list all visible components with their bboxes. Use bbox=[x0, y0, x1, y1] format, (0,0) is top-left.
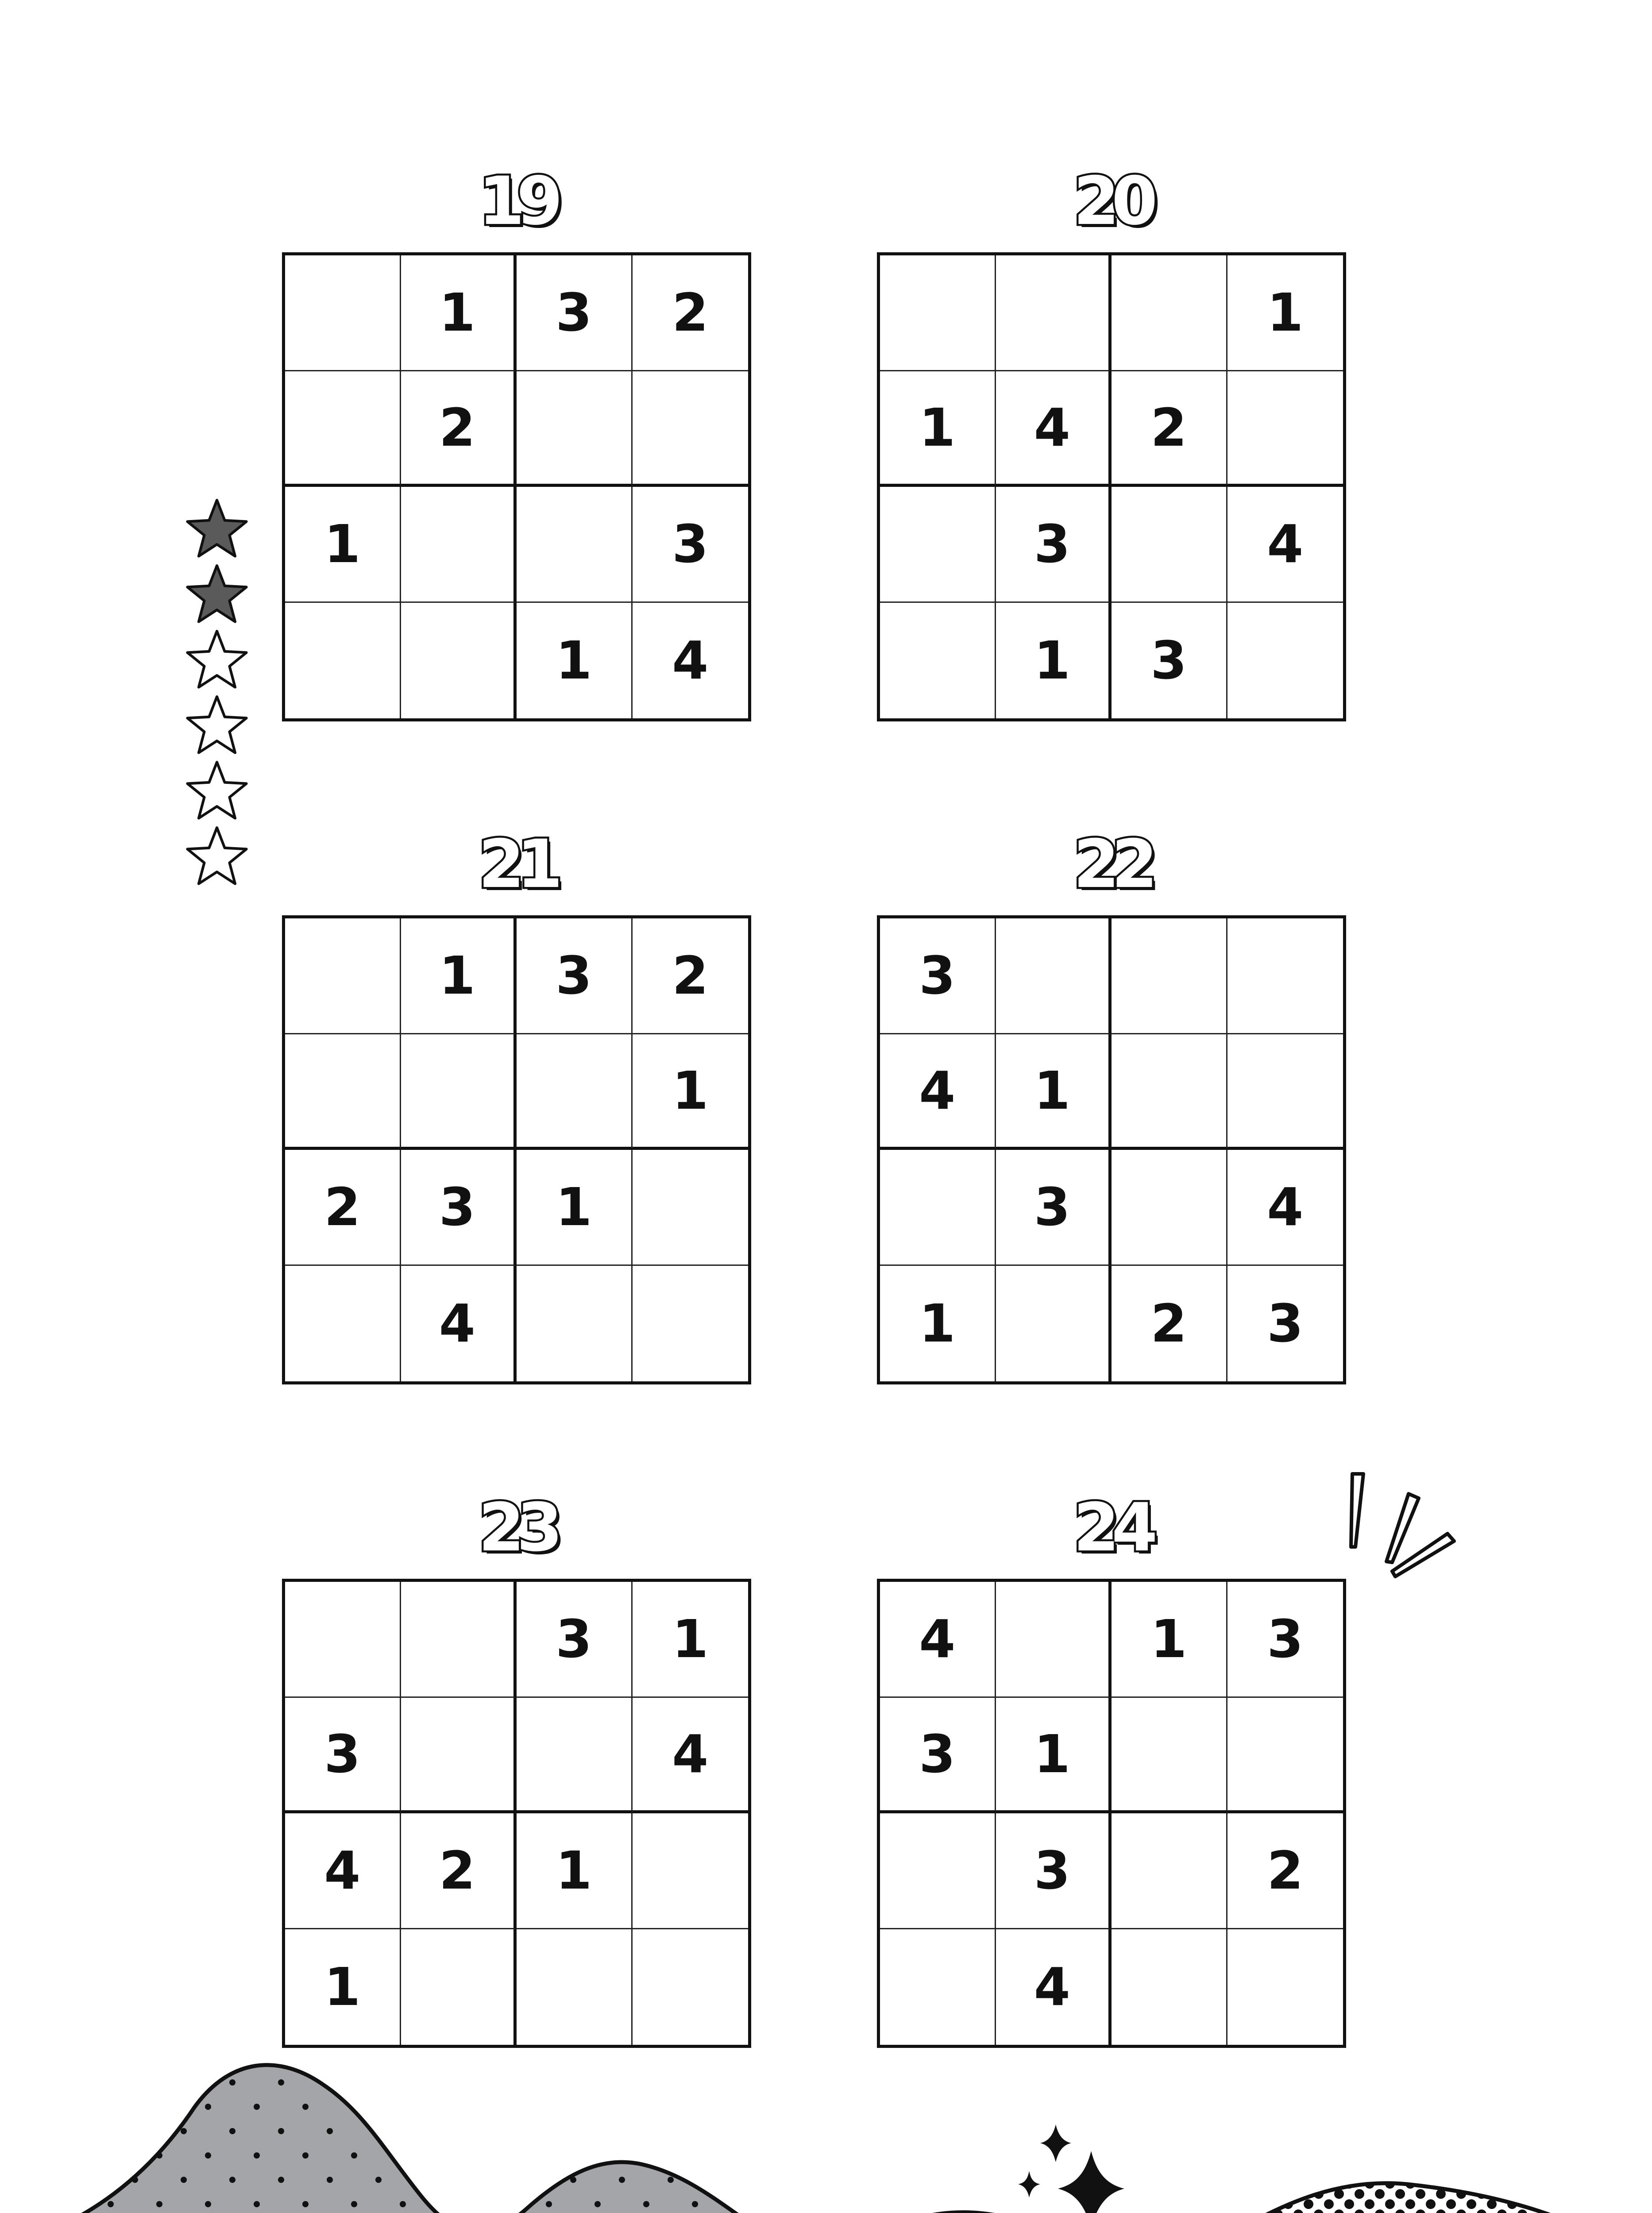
grid-cell: 3 bbox=[1227, 1582, 1343, 1698]
grid-cell: 4 bbox=[880, 1582, 996, 1698]
emphasis-lines-icon bbox=[1351, 1474, 1454, 1577]
grid-cell: 4 bbox=[672, 630, 709, 691]
grid-cell: 1 bbox=[401, 255, 517, 371]
grid-cell: 3 bbox=[996, 487, 1112, 603]
grid-cell: 1 bbox=[880, 371, 996, 487]
grid-cell: 1 bbox=[285, 487, 401, 603]
hills-decoration bbox=[62, 2065, 943, 2213]
grid-cell: 3 bbox=[1267, 1293, 1304, 1354]
grid-cell: 1 bbox=[996, 1034, 1112, 1150]
grid-cell: 2 bbox=[1227, 1813, 1343, 1929]
puzzle-number: 19 bbox=[478, 163, 555, 240]
grid-cell: 3 bbox=[517, 918, 633, 1034]
grid-cell: 4 bbox=[996, 1929, 1112, 2045]
grid-cell: 2 bbox=[633, 255, 749, 371]
grid-cell: 1 bbox=[996, 1698, 1112, 1814]
grid-cell: 2 bbox=[285, 1150, 401, 1266]
grid-cell: 1 bbox=[517, 603, 633, 719]
grid-cell: 3 bbox=[285, 1698, 401, 1814]
grid-cell: 1 bbox=[633, 1034, 749, 1150]
grid-cell: 1 bbox=[996, 603, 1112, 719]
grid-cell: 3 bbox=[401, 1150, 517, 1266]
puzzle-number: 24 bbox=[1073, 1489, 1150, 1566]
grid-cell: 3 bbox=[517, 1582, 633, 1698]
grid-cell: 1 bbox=[633, 1582, 749, 1698]
grid-cell: 4 bbox=[633, 1698, 749, 1814]
grid-cell: 4 bbox=[401, 1266, 517, 1382]
grid-cell: 1 bbox=[517, 1813, 633, 1929]
grid-cell: 1 bbox=[880, 1266, 996, 1382]
grid-cell: 3 bbox=[1112, 603, 1227, 719]
grid-cell: 1 bbox=[401, 918, 517, 1034]
grid-cell: 3 bbox=[880, 1698, 996, 1814]
grid-cell: 1 bbox=[1112, 1582, 1227, 1698]
grid-cell: 3 bbox=[880, 918, 996, 1034]
puzzle-number: 23 bbox=[478, 1489, 555, 1566]
puzzle-number: 21 bbox=[478, 826, 555, 903]
grid-cell: 2 bbox=[1112, 1266, 1227, 1382]
grid-cell: 3 bbox=[996, 1150, 1112, 1266]
grid-cell: 4 bbox=[880, 1034, 996, 1150]
dotted-wave-decoration bbox=[921, 2183, 1589, 2213]
grid-cell: 4 bbox=[1227, 487, 1343, 603]
grid-cell: 3 bbox=[996, 1813, 1112, 1929]
grid-cell: 4 bbox=[285, 1813, 401, 1929]
grid-cell: 1 bbox=[517, 1150, 633, 1266]
grid-cell: 2 bbox=[401, 1813, 517, 1929]
grid-cell: 3 bbox=[633, 487, 749, 603]
grid-cell: 4 bbox=[1227, 1150, 1343, 1266]
puzzle-number: 22 bbox=[1073, 826, 1150, 903]
grid-cell: 2 bbox=[1112, 371, 1227, 487]
grid-cell: 1 bbox=[285, 1929, 401, 2045]
grid-cell: 4 bbox=[996, 371, 1112, 487]
grid-cell: 1 bbox=[1227, 255, 1343, 371]
puzzle-number: 20 bbox=[1073, 163, 1150, 240]
grid-cell: 2 bbox=[401, 371, 517, 487]
grid-cell: 2 bbox=[633, 918, 749, 1034]
grid-cell: 3 bbox=[517, 255, 633, 371]
sparkle-icon bbox=[1018, 2124, 1124, 2213]
